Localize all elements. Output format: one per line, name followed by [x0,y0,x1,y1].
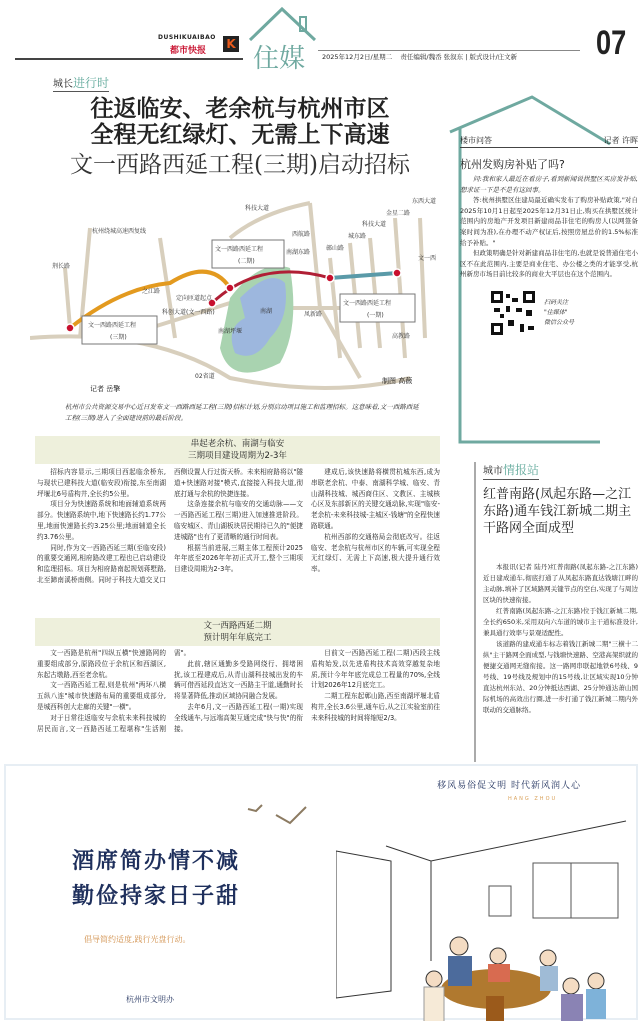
section1-body [37,467,440,586]
issue-meta [322,52,517,61]
ad-issuer: 杭州市文明办 [126,995,174,1004]
paragraph: 这条连接余杭与临安的交通动脉——文一西路西延工程(三期)进入加速推进阶段。临安城区、青山湖板块居民期待已久的"便捷进城路"也有了更清晰的通行时间表。 [174,500,303,541]
birds-icon [246,801,316,831]
ad-tagline: 倡导简约适度,践行光盘行动。 [84,935,191,944]
svg-text:凤新路: 凤新路 [304,311,323,318]
paragraph: 根据当前进展,三期主体工程预计2025年年底至2026年年初正式开工,整个三期项目建设周期为2-3年。 [174,543,303,574]
paragraph: 文一西路是杭州"四纵五横"快速路网的重要组成部分,原路段位于余杭区和西湖区,东起古墩路,西至老余杭。 [37,649,166,679]
section2-subhead: 文一西路西延二期 预计明年年底完工 [35,618,440,646]
section-logo-house-icon [245,5,320,85]
svg-text:02省道: 02省道 [195,373,215,380]
map-cartographer: 制图 高薇 [382,377,413,385]
label-phase1-sub: (一期) [367,312,384,319]
issue-date: 2025年12月2日/星期二 [322,53,393,61]
public-service-ad [4,764,638,1020]
qa-header [460,135,638,148]
svg-text:科技大道: 科技大道 [245,205,270,212]
paragraph: 目前文一西路西延工程(二期)西段主线盾构始发,以先进盾构技术高效穿越复杂地质,预计今年年底完成总工程量的70%,全线计划2026年12月底完工。 [311,649,440,690]
qa-reporter: 记者 许晖 [603,136,638,145]
kicker-prefix: 城长 [53,79,73,90]
brand-logo: K [223,36,239,52]
news-body [483,562,638,716]
svg-text:金星二路: 金星二路 [386,210,411,217]
paragraph: 该道路的建成通车标志着钱江新城二期"三横十二纵"主干路网全面成型,与钱塘快速路、空港高架织就的便捷交通网无缝衔接。这一路网串联起地铁6号线、9号线、19号线及规划中的15号线,让区域实现10分钟直达杭州东站、20分钟抵达西湖、25分钟通达萧山国际机场的高效出行圈,进一步打通了钱江新城二期内外联动的交通脉络。 [483,640,638,714]
paragraph: 建成后,该快速路将横贯杭城东西,成为串联老余杭、中泰、南湖科学城、临安、青山湖科技城、城西商住区、文教区、主城核心区及东部新区的关键交通动脉,实现"临安-老余杭-未来科技城-主城区-钱塘"的全程快速路联通。 [311,468,440,530]
column-kicker [53,74,109,92]
svg-text:南湖: 南湖 [260,308,273,315]
svg-text:杭州绕城高速西复线: 杭州绕城高速西复线 [92,228,147,235]
qa-answer: 但政策明确是针对新建商品非住宅的,也就是说普通住宅小区不在此范围内,主要是商业住宅、办公楼之类的才能享受,杭州新房市场目前比较多的商业大平层也在这个范围内。 [460,249,638,279]
headline-line-2: 全程无红绿灯、无需上下高速 [90,122,390,148]
photo-caption: 杭州市公共资源交易中心近日发布文一西路西延工程(三期)招标计划,分别启动项目施工和监理招标。这意味着,文一西路西延工程(三期)进入了全面建设前的最后阶段。 [65,403,419,422]
news-column: 城市情报站 [483,463,539,480]
section2-body [37,648,440,734]
qa-title: 杭州发购房补贴了吗? [460,158,565,171]
svg-text:南湖坪堰: 南湖坪堰 [218,328,243,335]
svg-text:定向匝道起点: 定向匝道起点 [176,295,213,302]
news-title: 红普南路(凤起东路—之江东路)通车钱江新城二期主干路网全面成型 [483,487,632,536]
qr-block [490,290,638,336]
header-rule-left [15,58,243,60]
headline-subtitle: 文一西路西延工程(三期)启动招标 [70,152,410,178]
ad-line-2: 勤俭持家日子甜 [72,884,241,909]
paragraph: 此前,辖区通勤多受路网绕行、拥堵困扰,该工程建成后,从青山湖科技城出发的车辆可借西延段直达文一西路主干道,通勤时长将显著降低,推动区域协同融合发展。 [174,659,303,701]
label-phase1: 文一西路西延工程 [343,300,392,307]
headline-line-1: 往返临安、老余杭与杭州市区 [90,96,390,122]
ad-hangzhou: HANG ZHOU [508,796,558,802]
paragraph: 项目分为快速路系统和地面辅道系统两部分。快速路系统中,地下快速路长约1.77公里,地面快速路长约3.25公里;地面辅道全长约3.76公里。 [37,500,166,541]
paragraph: 红普南路(凤起东路-之江东路)位于钱江新城二期,全长约650米,采用双向六车道的城市主干道标准设计,兼具通行效率与景观适配性。 [483,607,638,637]
label-phase2: 文一西路西延工程 [215,246,264,253]
family-dinner-illustration [336,811,636,1021]
paragraph: 招标内容显示,三期项目西起临余桥东,与现状已建科技大道(临安段)衔接,东至南湖坪堰北6号盾构井,全长约5公里。 [37,468,166,498]
route-map [30,188,440,396]
qa-box [460,135,638,336]
paragraph: 杭州西部的交通格局会彻底改写。往返临安、老余杭与杭州市区的车辆,可实现全程无红绿灯、无需上下高速,极大提升通行效率。 [311,532,440,574]
svg-text:城东路: 城东路 [348,233,367,240]
svg-text:之江路: 之江路 [142,288,161,295]
paragraph: 对于日常往返临安与余杭未来科技城的居民而言,文一西路西延工程堪称"生活刚需"。 [37,649,191,733]
svg-text:西航路: 西航路 [292,231,311,238]
section-logo-text: 住媒 [253,44,306,74]
kicker-highlight: 进行时 [73,76,110,90]
editors: 责任编辑/魏岙 张叙东 | 版式设计/庄文新 [400,53,518,61]
svg-text:科创大道(文一西路): 科创大道(文一西路) [162,309,215,316]
svg-text:荆长路: 荆长路 [52,263,71,270]
ad-line-1: 酒席简办情不减 [72,849,241,874]
qa-answer: 答:杭州拱墅区住建局最近确实发布了购房补贴政策,"对自2025年10月1日起至2025年12月31日止,购买在拱墅区统计范围内的房地产开发项目新建商品非住宅的购房人(以网签备案时间为准),在办理不动产权证后,按照房屋总价的1.5%标准给予补贴。" [460,196,638,247]
svg-text:鄣山路: 鄣山路 [326,245,345,252]
map-route-phase1 [330,273,397,278]
ad-slogan: 移风易俗促文明 时代新风润人心 [437,781,581,791]
qa-column: 楼市问答 [460,136,492,145]
page-number: 07 [596,24,627,62]
paragraph: 二期工程东起鄣山路,西至南湖坪堰北盾构井,全长3.6公里,通车后,从之江实验室前往未来科技城的时间将缩短2/3。 [311,692,440,722]
brand-english: DUSHIKUAIBAO [158,34,216,41]
qr-code-icon[interactable] [490,290,536,336]
qa-body [460,174,638,280]
svg-text:科技大道: 科技大道 [362,221,387,228]
brand-chinese: 都市快报 [170,46,207,56]
qa-question: 问:我和家人最近在看房子,看到新闻说拱墅区买房发补贴,想求证一下是不是有这回事。 [460,175,638,194]
svg-text:南湖东路: 南湖东路 [286,249,311,256]
qr-note: 扫码关注 "住媒体" 微信公众号 [544,298,575,326]
paragraph: 本报讯(记者 陆丹)红普南路(凤起东路-之江东路)近日建成通车,彻底打通了从凤起东路直达钱塘江畔的主动脉,填补了区域路网关键节点的空白,实现了与周边区块的快速衔接。 [483,563,638,604]
svg-text:文一西: 文一西 [418,255,437,262]
paragraph: 同时,作为文一西路西延三期(至临安段)的重要交通网,相府路改建工程也已启动建设和监理招标。项目为相府路南起规划蒋墅路,北至蹄南溪桥南侧。同时于科技大道交叉口西侧设置人行过街天桥。未来相府路将以"隧道+快速路对接"模式,直接接入科技大道,彻底打通与余杭的快捷连接。 [37,468,303,584]
map-reporter: 记者 岳擎 [90,385,121,393]
paragraph: 文一西路西延工程,则是杭州"两环八横五纵八连"城市快速路布局的重要组成部分,是城西科创大走廊的关键"一横"。 [37,681,166,711]
paragraph: 去年6月,文一西路西延工程(一期)实现全线通车,与远端高架互通完成"快与快"的衔接。 [174,702,303,733]
label-phase3-sub: (三期) [110,334,127,341]
section1-subhead: 串起老余杭、南湖与临安 三期项目建设周期为2-3年 [35,436,440,464]
label-phase3: 文一西路西延工程 [88,322,137,329]
header-rule-right [318,50,580,51]
svg-text:东西大道: 东西大道 [412,198,437,205]
label-phase2-sub: (二期) [238,258,255,265]
svg-text:高教路: 高教路 [392,333,411,340]
news-divider [474,462,476,762]
